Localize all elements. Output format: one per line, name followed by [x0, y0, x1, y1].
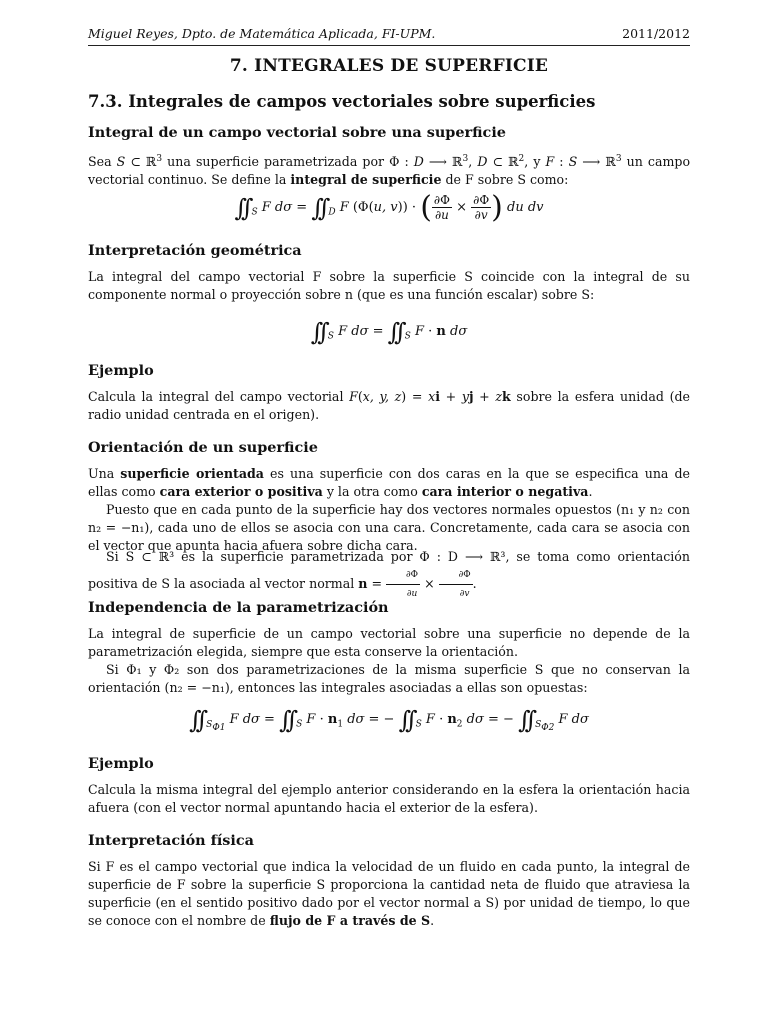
paragraph-independence-1: La integral de superficie de un campo vectorial sobre una superficie no depende de la parametrización elegida, siempre que esta conserve la orientación.	[88, 626, 690, 659]
heading-orientacion: Orientación de un superficie	[88, 439, 318, 456]
heading-interpretacion-geometrica: Interpretación geométrica	[88, 242, 302, 259]
heading-ejemplo-2: Ejemplo	[88, 755, 154, 772]
equation-definition: ∫∫ $_S$ F dσ = ∫∫ $_D$ F (Φ(u, v)) · ( $\frac{\partial\Phi}{\partial u}$ × $\frac{\partial\Phi}{\partial v}$ ) du dv	[234, 190, 544, 225]
paragraph-definition: Sea S ⊂ ℝ$^3$ una superficie parametrizada por Φ : D ⟶ ℝ$^3$, D ⊂ ℝ$^2$, y F : S ⟶ ℝ$^3$ un campo vectorial continuo. Se define la integral de superficie de F sobre S como:	[88, 154, 691, 188]
heading-independencia: Independencia de la parametrización	[88, 599, 389, 616]
paragraph-example-1: Calcula la integral del campo vectorial F(x, y, z) = xi + yj + zk sobre la esfera unidad (de radio unidad centrada en el origen).	[88, 389, 691, 422]
header-rule	[88, 45, 690, 46]
header-year: 2011/2012	[622, 26, 690, 41]
paragraph-geometric: La integral del campo vectorial F sobre la superficie S coincide con la integral de su componente normal o proyección sobre n (que es una función escalar) sobre S:	[88, 269, 690, 302]
heading-interpretacion-fisica: Interpretación física	[88, 832, 254, 849]
equation-opposite-integrals: ∫∫ $_{S_{\Phi 1}}$ F dσ = ∫∫ $_S$ $F \cdot n_1$ dσ = − ∫∫ $_S$ $F \cdot n_2$ dσ = − ∫∫ $_{S_{\Phi 2}}$ F dσ	[189, 706, 589, 734]
section-title: 7.3. Integrales de campos vectoriales sobre superficies	[88, 92, 596, 111]
paragraph-orientation-1: Una superficie orientada es una superficie con dos caras en la que se especifica una de ellas como cara exterior o positiva y la otra como cara interior o negativa.	[88, 466, 690, 499]
header-author: Miguel Reyes, Dpto. de Matemática Aplicada, FI-UPM.	[88, 26, 436, 41]
paragraph-orientation-2: Puesto que en cada punto de la superficie hay dos vectores normales opuestos (n₁ y n₂ con n₂ = −n₁), cada uno de ellos se asocia con una cara. Concretamente, cada cara se asocia con el vector que apunta hacia afuera sobre dicha cara.	[88, 502, 690, 553]
chapter-title: 7. INTEGRALES DE SUPERFICIE	[229, 56, 549, 76]
heading-ejemplo-1: Ejemplo	[88, 362, 154, 379]
equation-normal-component: ∫∫ $_S$ F dσ = ∫∫ $_S$ F · n dσ	[310, 318, 468, 346]
paragraph-physical: Si F es el campo vectorial que indica la velocidad de un fluido en cada punto, la integral de superficie de F sobre la superficie S proporciona la cantidad neta de fluido que atraviesa la superficie (en el sentido positivo dado por el vector normal a S) por unidad de tiempo, lo que se conoce con el nombre de flujo de F a través de S.	[88, 859, 690, 928]
paragraph-independence-2: Si Φ₁ y Φ₂ son dos parametrizaciones de la misma superficie S que no conservan la orientación (n₂ = −n₁), entonces las integrales asociadas a ellas son opuestas:	[88, 662, 690, 695]
heading-integral-campo: Integral de un campo vectorial sobre una superficie	[88, 124, 506, 141]
running-header	[88, 26, 690, 41]
paragraph-orientation-3: Si S ⊂ ℝ³ es la superficie parametrizada por Φ : D ⟶ ℝ³, se toma como orientación positiva de S la asociada al vector normal n = $\frac{\partial\Phi}{\partial u}$ × $\frac{\partial\Phi}{\partial v}$ .	[88, 549, 690, 599]
paragraph-example-2: Calcula la misma integral del ejemplo anterior considerando en la esfera la orientación hacia afuera (con el vector normal apuntando hacia el exterior de la esfera).	[88, 782, 690, 815]
